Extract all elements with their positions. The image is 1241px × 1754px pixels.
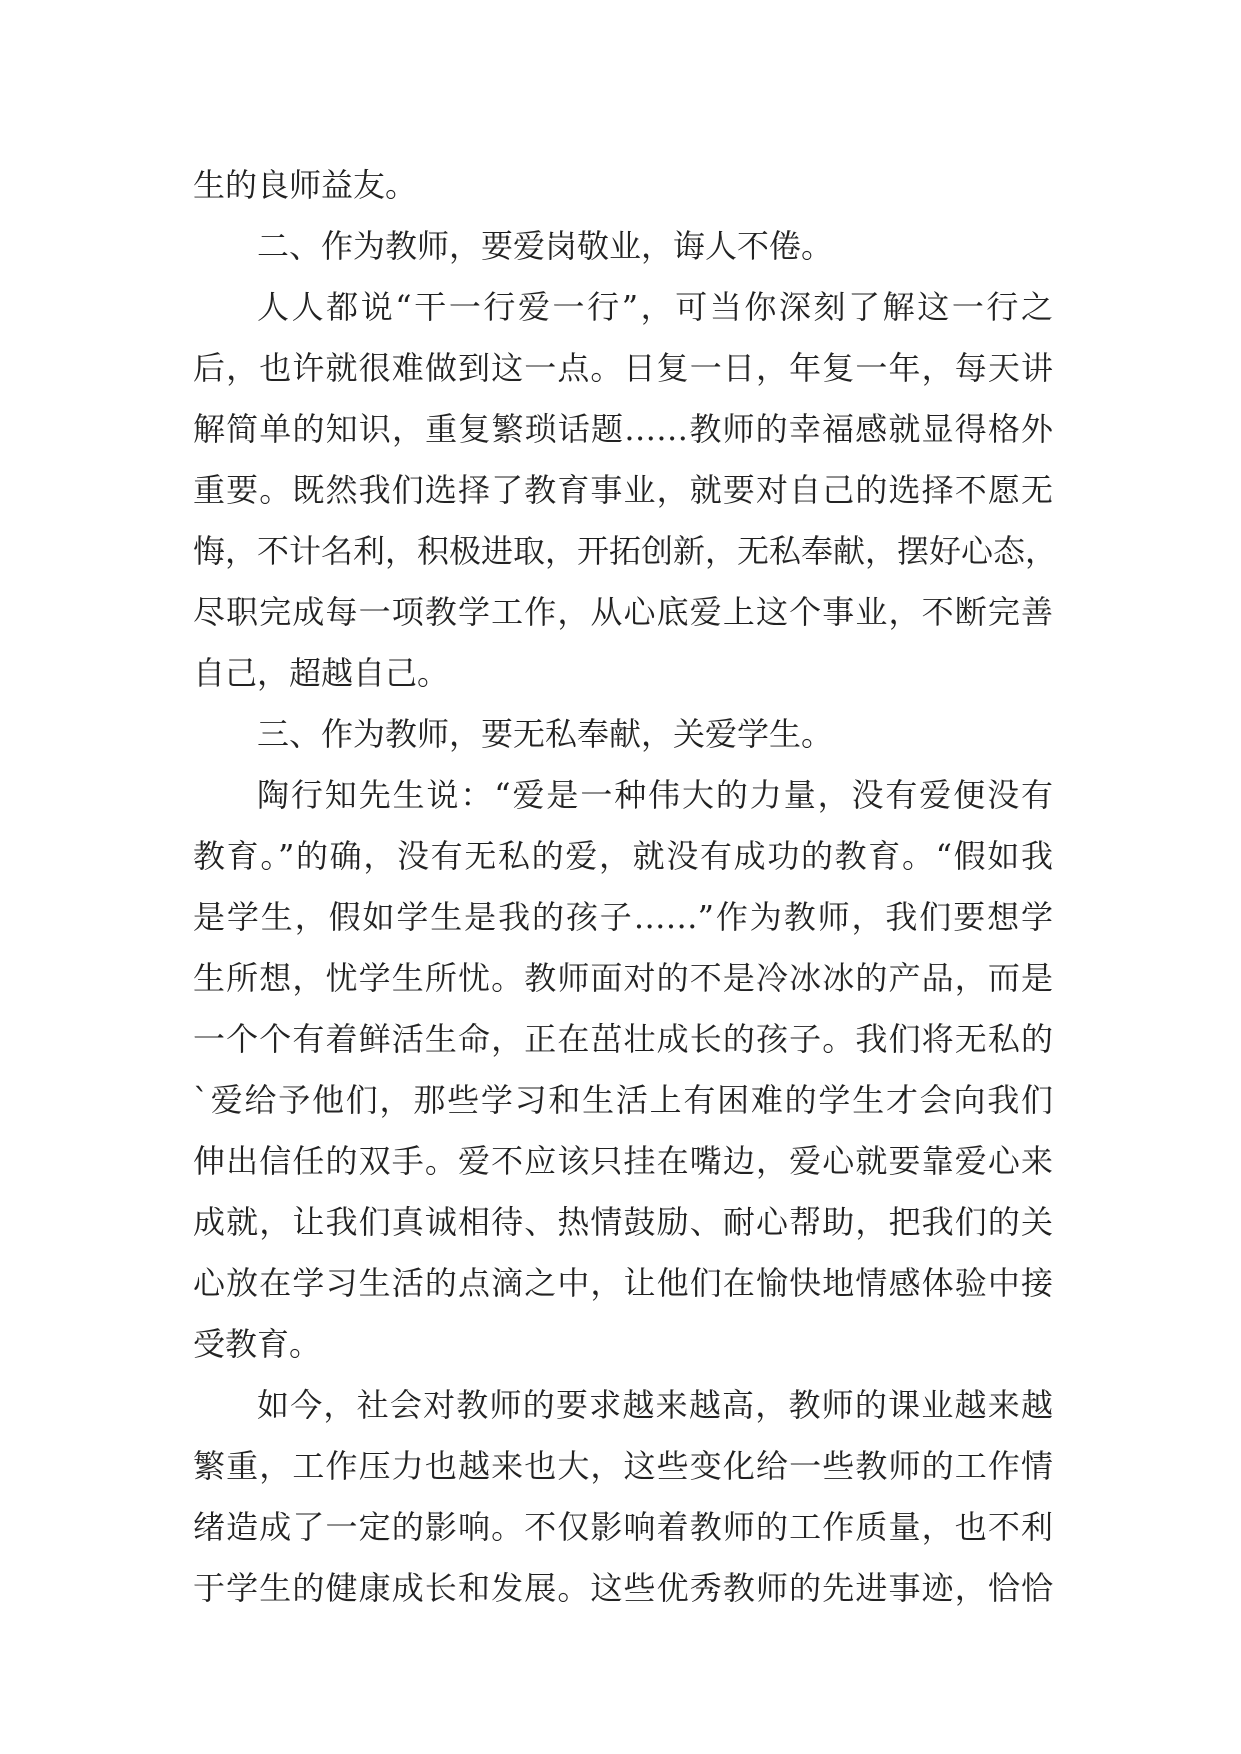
text-line: 教育。”的确，没有无私的爱，就没有成功的教育。“假如我 <box>193 837 1053 875</box>
text-line: 二、作为教师，要爱岗敬业，诲人不倦。 <box>257 227 834 265</box>
text-line: 生的良师益友。 <box>193 166 418 204</box>
text-line: 重要。既然我们选择了教育事业，就要对自己的选择不愿无 <box>193 471 1053 509</box>
text-line: 自己，超越自己。 <box>193 654 450 692</box>
text-line: 如今，社会对教师的要求越来越高，教师的课业越来越 <box>257 1386 1053 1424</box>
text-line: 人人都说“干一行爱一行”，可当你深刻了解这一行之 <box>257 288 1053 326</box>
text-line: 受教育。 <box>193 1325 322 1363</box>
text-line: 绪造成了一定的影响。不仅影响着教师的工作质量，也不利 <box>193 1508 1053 1546</box>
text-line: 尽职完成每一项教学工作，从心底爱上这个事业，不断完善 <box>193 593 1053 631</box>
text-line: 解简单的知识，重复繁琐话题……教师的幸福感就显得格外 <box>193 410 1053 448</box>
body-text <box>193 155 1058 1619</box>
text-line: 一个个有着鲜活生命，正在茁壮成长的孩子。我们将无私的 <box>193 1020 1053 1058</box>
text-line: `爱给予他们，那些学习和生活上有困难的学生才会向我们 <box>193 1081 1053 1119</box>
text-line: 伸出信任的双手。爱不应该只挂在嘴边，爱心就要靠爱心来 <box>193 1142 1053 1180</box>
text-line: 陶行知先生说：“爱是一种伟大的力量，没有爱便没有 <box>257 776 1053 814</box>
text-line: 心放在学习生活的点滴之中，让他们在愉快地情感体验中接 <box>193 1264 1053 1302</box>
text-line: 成就，让我们真诚相待、热情鼓励、耐心帮助，把我们的关 <box>193 1203 1053 1241</box>
text-line: 是学生，假如学生是我的孩子……”作为教师，我们要想学 <box>193 898 1053 936</box>
text-line: 于学生的健康成长和发展。这些优秀教师的先进事迹，恰恰 <box>193 1569 1053 1607</box>
text-line: 三、作为教师，要无私奉献，关爱学生。 <box>257 715 834 753</box>
text-line: 悔，不计名利，积极进取，开拓创新，无私奉献，摆好心态， <box>193 532 1058 570</box>
text-line: 生所想，忧学生所忧。教师面对的不是冷冰冰的产品，而是 <box>193 959 1053 997</box>
text-line: 后，也许就很难做到这一点。日复一日，年复一年，每天讲 <box>193 349 1053 387</box>
text-line: 繁重，工作压力也越来也大，这些变化给一些教师的工作情 <box>193 1447 1053 1485</box>
